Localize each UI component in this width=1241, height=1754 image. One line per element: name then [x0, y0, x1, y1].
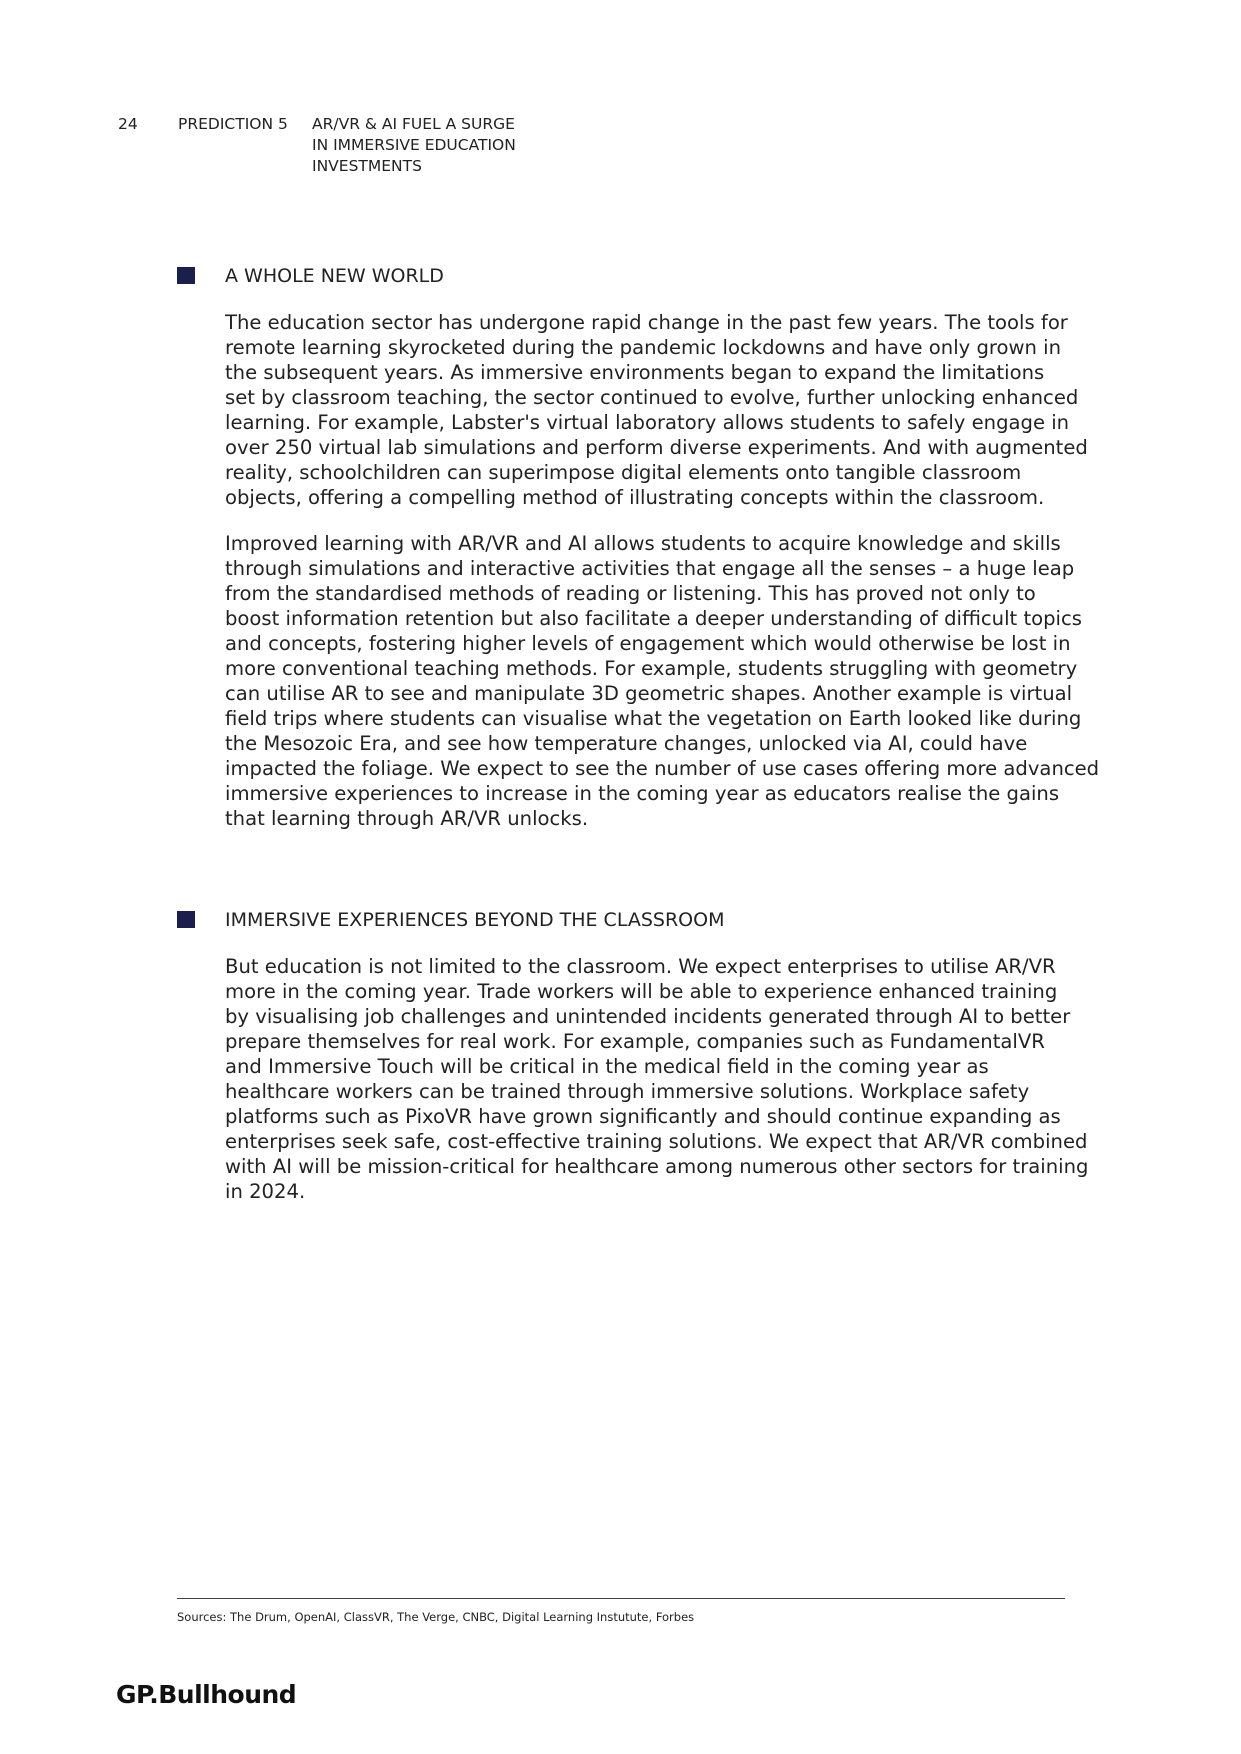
text-line: enterprises seek safe, cost-effective training solutions. We expect that AR/VR combined	[225, 1130, 1088, 1153]
text-line: in 2024.	[225, 1180, 306, 1203]
text-line: that learning through AR/VR unlocks.	[225, 807, 589, 830]
text-line: objects, offering a compelling method of illustrating concepts within the classroom.	[225, 486, 1045, 509]
text-line: But education is not limited to the classroom. We expect enterprises to utilise AR/VR	[225, 955, 1056, 978]
text-line: more in the coming year. Trade workers will be able to experience enhanced training	[225, 980, 1058, 1003]
section-bullet-square	[177, 911, 195, 928]
text-line: healthcare workers can be trained through immersive solutions. Workplace safety	[225, 1080, 1030, 1103]
prediction-title-line: AR/VR & AI FUEL A SURGE	[312, 115, 515, 133]
text-line: prepare themselves for real work. For example, companies such as FundamentalVR	[225, 1030, 1045, 1053]
prediction-title	[312, 114, 572, 177]
text-line: over 250 virtual lab simulations and perform diverse experiments. And with augmented	[225, 436, 1088, 459]
body-paragraph	[225, 310, 1088, 510]
section-header	[177, 908, 1077, 934]
text-line: impacted the foliage. We expect to see the number of use cases offering more advanced	[225, 757, 1100, 780]
text-line: field trips where students can visualise what the vegetation on Earth looked like during	[225, 707, 1082, 730]
text-line: can utilise AR to see and manipulate 3D geometric shapes. Another example is virtual	[225, 682, 1073, 705]
gp-bullhound-logo: GP.Bullhound	[116, 1680, 297, 1709]
text-line: by visualising job challenges and unintended incidents generated through AI to better	[225, 1005, 1071, 1028]
text-line: Improved learning with AR/VR and AI allows students to acquire knowledge and skills	[225, 532, 1061, 555]
text-line: platforms such as PixoVR have grown significantly and should continue expanding as	[225, 1105, 1061, 1128]
prediction-label: PREDICTION 5	[178, 115, 288, 133]
sources-note: Sources: The Drum, OpenAI, ClassVR, The Verge, CNBC, Digital Learning Instutute, Forbes	[177, 1610, 695, 1624]
text-line: with AI will be mission-critical for healthcare among numerous other sectors for training	[225, 1155, 1089, 1178]
section-heading: IMMERSIVE EXPERIENCES BEYOND THE CLASSROOM	[225, 909, 725, 931]
text-line: set by classroom teaching, the sector continued to evolve, further unlocking enhanced	[225, 386, 1079, 409]
text-line: immersive experiences to increase in the coming year as educators realise the gains	[225, 782, 1060, 805]
text-line: the subsequent years. As immersive environments began to expand the limitations	[225, 361, 1045, 384]
section-header	[177, 264, 1077, 290]
text-line: the Mesozoic Era, and see how temperature changes, unlocked via AI, could have	[225, 732, 1028, 755]
text-line: reality, schoolchildren can superimpose digital elements onto tangible classroom	[225, 461, 1022, 484]
text-line: from the standardised methods of reading or listening. This has proved not only to	[225, 582, 1036, 605]
section-heading: A WHOLE NEW WORLD	[225, 265, 444, 287]
text-line: remote learning skyrocketed during the pandemic lockdowns and have only grown in	[225, 336, 1062, 359]
section-immersive-experiences	[177, 908, 1089, 1204]
footer-divider	[177, 1598, 1065, 1599]
body-paragraph	[225, 531, 1100, 831]
prediction-title-line: INVESTMENTS	[312, 157, 422, 175]
body-paragraph	[225, 954, 1089, 1204]
text-line: and concepts, fostering higher levels of engagement which would otherwise be lost in	[225, 632, 1071, 655]
prediction-title-line: IN IMMERSIVE EDUCATION	[312, 136, 516, 154]
text-line: boost information retention but also facilitate a deeper understanding of difficult topics	[225, 607, 1082, 630]
text-line: and Immersive Touch will be critical in the medical field in the coming year as	[225, 1055, 989, 1078]
section-a-whole-new-world	[177, 264, 1100, 831]
section-bullet-square	[177, 267, 195, 284]
text-line: through simulations and interactive activities that engage all the senses – a huge leap	[225, 557, 1075, 580]
text-line: more conventional teaching methods. For example, students struggling with geometry	[225, 657, 1078, 680]
text-line: learning. For example, Labster's virtual laboratory allows students to safely engage in	[225, 411, 1070, 434]
page-number: 24	[118, 115, 138, 133]
text-line: The education sector has undergone rapid change in the past few years. The tools for	[225, 311, 1068, 334]
